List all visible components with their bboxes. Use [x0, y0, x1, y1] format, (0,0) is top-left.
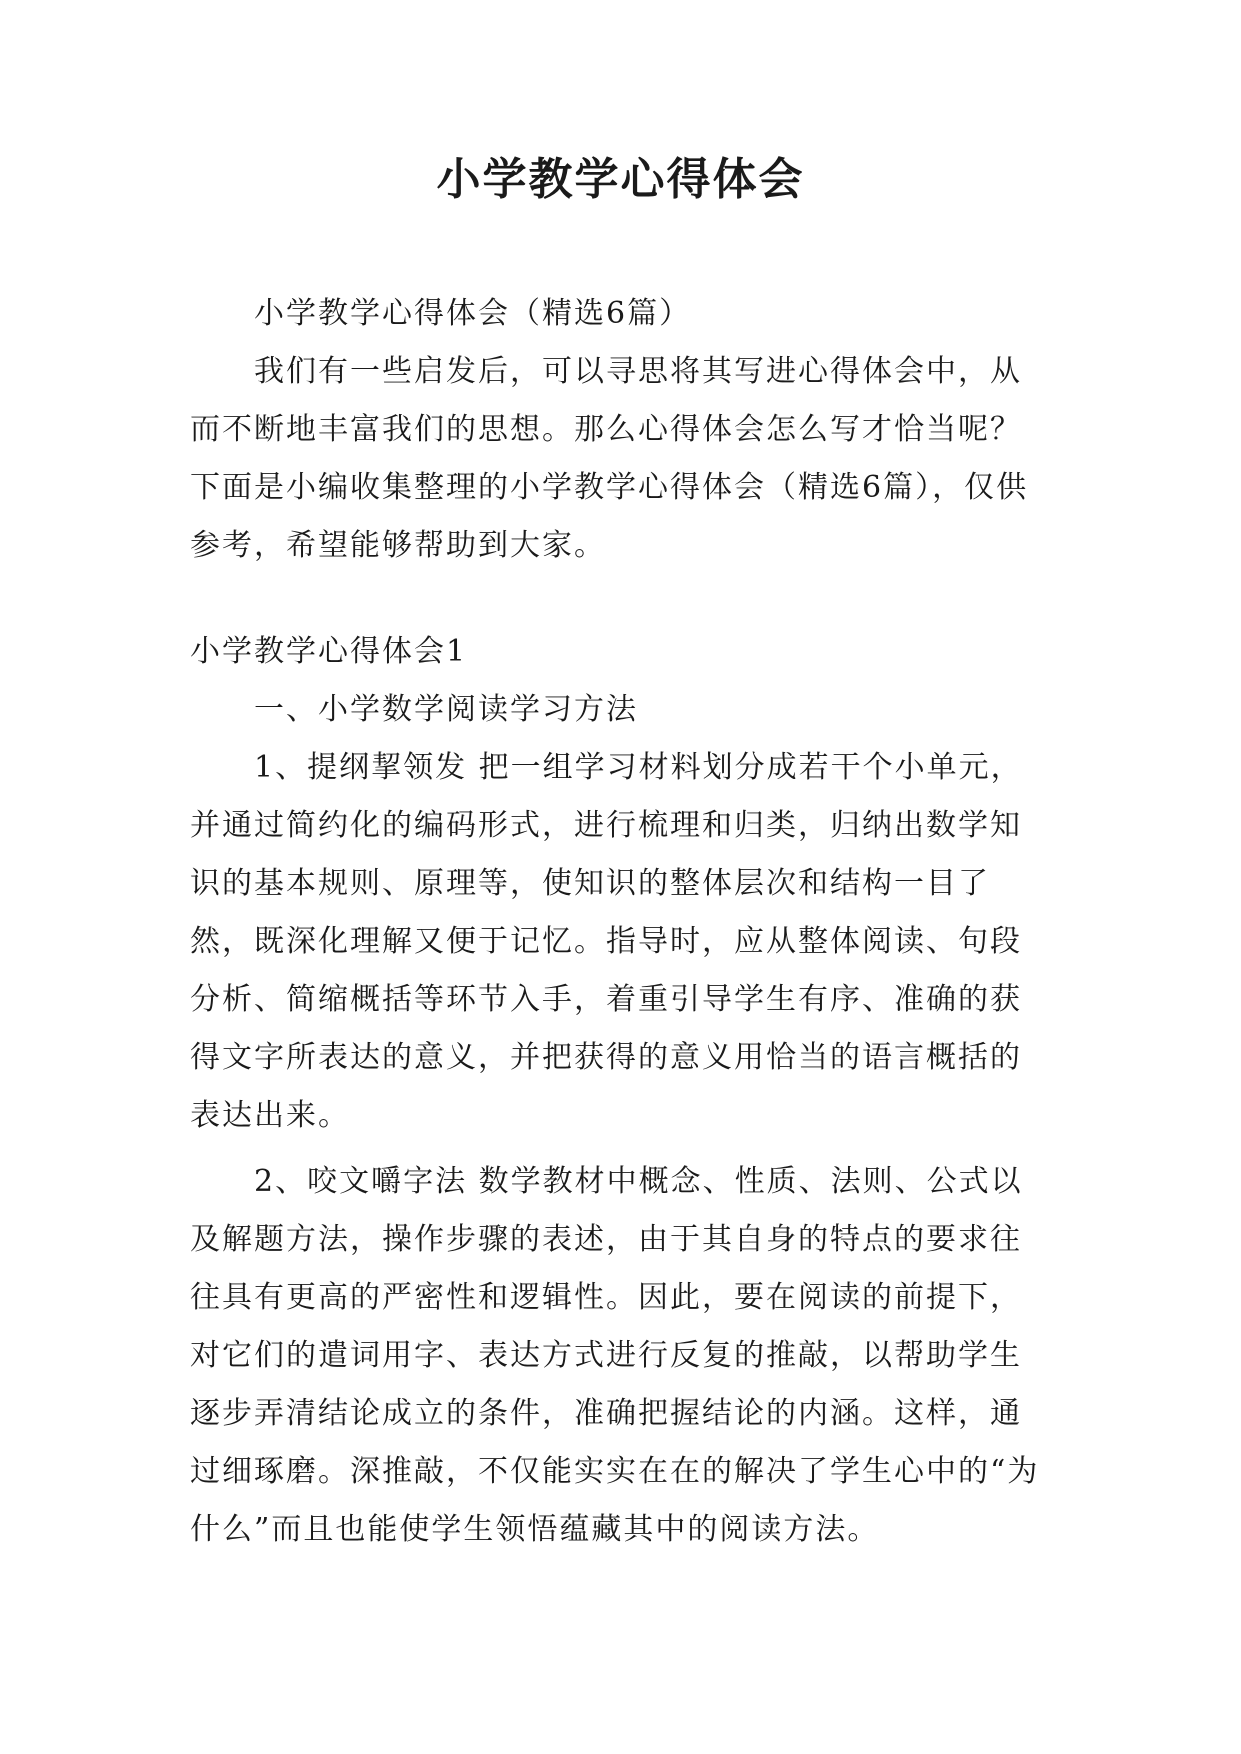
- document-subtitle: 小学教学心得体会（精选6篇）: [254, 296, 692, 331]
- intro-paragraph: 我们有一些启发后，可以寻思将其写进心得体会中，从而不断地丰富我们的思想。那么心得体会怎么写才恰当呢？下面是小编收集整理的小学教学心得体会（精选6篇），仅供参考，希望能够帮助到大家。: [190, 354, 1029, 563]
- section-heading: 一、小学数学阅读学习方法: [254, 692, 638, 727]
- body-paragraph-1: 1、提纲挈领发 把一组学习材料划分成若干个小单元，并通过简约化的编码形式，进行梳理和归类，归纳出数学知识的基本规则、原理等，使知识的整体层次和结构一目了然，既深化理解又便于记忆。指导时，应从整体阅读、句段分析、简缩概括等环节入手，着重引导学生有序、准确的获得文字所表达的意义，并把获得的意义用恰当的语言概括的表达出来。: [190, 750, 1023, 1133]
- section-title: 小学教学心得体会1: [190, 634, 468, 669]
- spacer: [190, 575, 1050, 623]
- spacer: [190, 1145, 1050, 1153]
- document-body: [190, 285, 1050, 1559]
- document-title: 小学教学心得体会: [436, 154, 805, 205]
- body-paragraph-2: 2、咬文嚼字法 数学教材中概念、性质、法则、公式以及解题方法，操作步骤的表述，由于其自身的特点的要求往往具有更高的严密性和逻辑性。因此，要在阅读的前提下，对它们的遣词用字、表达方式进行反复的推敲，以帮助学生逐步弄清结论成立的条件，准确把握结论的内涵。这样，通过细琢磨。深推敲，不仅能实实在在的解决了学生心中的“为什么”而且也能使学生领悟蕴藏其中的阅读方法。: [190, 1164, 1040, 1547]
